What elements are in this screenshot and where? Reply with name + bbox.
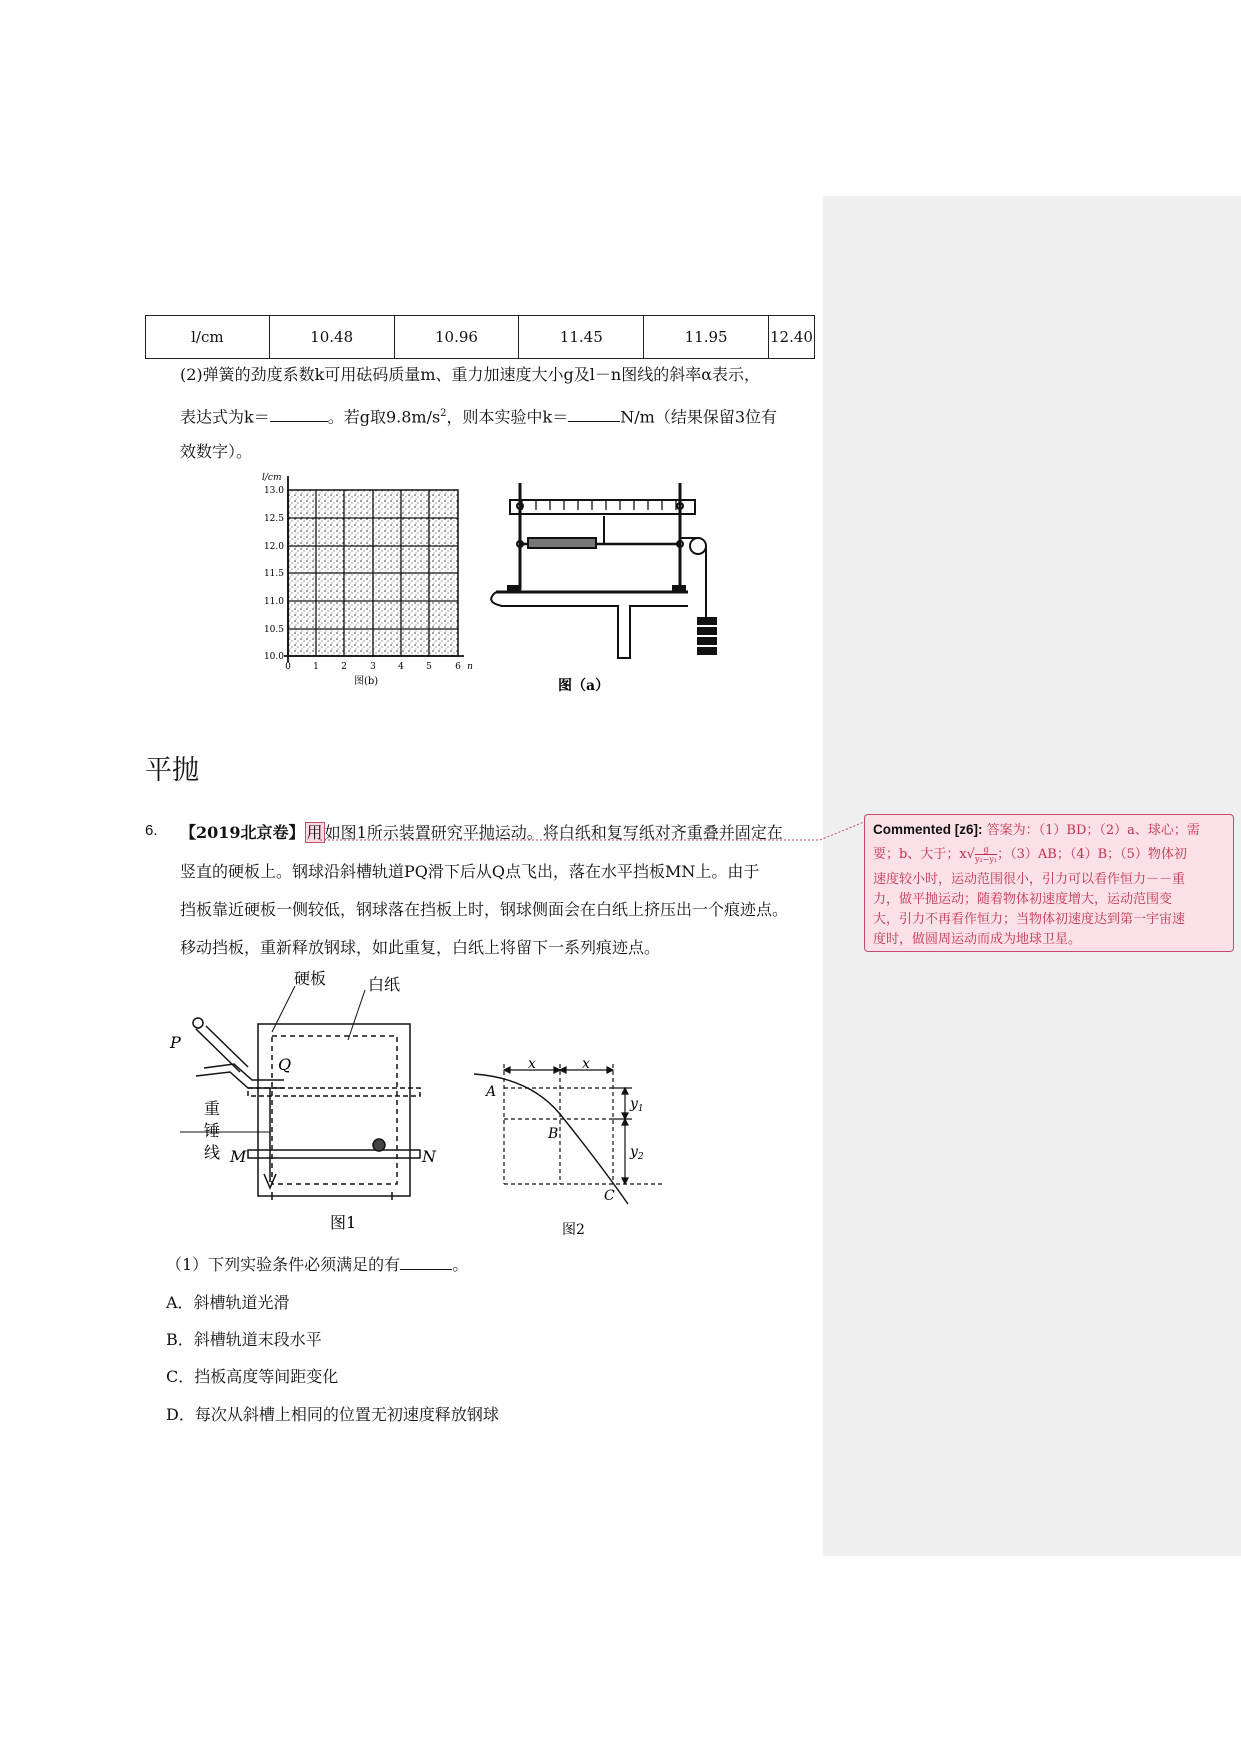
label-q: Q (278, 1055, 292, 1074)
label-y2: $y_2$ (630, 1144, 644, 1162)
comment-line: 度时，做圆周运动而成为地球卫星。 (873, 932, 1082, 947)
q6-text: 如图1所示装置研究平抛运动。将白纸和复写纸对齐重叠并固定在 (324, 823, 783, 842)
q5-superscript: 2 (440, 408, 447, 419)
comment-line: Commented [z6]: 答案为：（1）BD；（2）a、球心；需 (873, 822, 1200, 838)
label-y1: $y_1$ (630, 1096, 644, 1114)
q6-line3: 挡板靠近硬板一侧较低，钢球落在挡板上时，钢球侧面会在白纸上挤压出一个痕迹点。 (180, 900, 789, 919)
table-cell: 10.48 (269, 316, 394, 359)
comment-line: 速度较小时，运动范围很小，引力可以看作恒力－－重 (873, 872, 1186, 887)
label-plumb: 重 (204, 1099, 221, 1118)
ytick: 12.0 (263, 542, 284, 552)
point-a: A (486, 1084, 497, 1100)
table-cell: 11.45 (519, 316, 644, 359)
ytick: 11.5 (263, 569, 284, 579)
table-cell: l/cm (146, 316, 270, 359)
ylabel: l/cm (262, 473, 282, 483)
table-cell: 10.96 (394, 316, 519, 359)
option-d: D．每次从斜槽上相同的位置无初速度释放钢球 (166, 1405, 499, 1424)
label-plumb: 线 (204, 1143, 221, 1162)
section-heading: 平抛 (145, 755, 199, 786)
point-b: B (548, 1126, 559, 1142)
xtick: 4 (398, 662, 404, 672)
comment-line: 要；b、大于；x√ $\frac{g}{\text{y₂−y₁}}$ ；（3）AB；（4）B；（5）物体初 (873, 845, 1187, 864)
table-cell: 12.40 (769, 316, 815, 359)
xtick: 2 (341, 662, 347, 672)
question-source: 【2019北京卷】 (180, 823, 305, 842)
xunit: n (467, 662, 473, 672)
comment-fraction: $\frac{g}{\text{y₂−y₁}}$ (974, 845, 998, 864)
xtick: 3 (370, 662, 376, 672)
figure-1-caption: 图1 (330, 1213, 357, 1232)
label-paper: 白纸 (368, 975, 401, 994)
table-cell: 11.95 (644, 316, 769, 359)
xtick: 6 (455, 662, 461, 672)
q6-sub1-text: （1）下列实验条件必须满足的有 (166, 1255, 401, 1274)
comment-line: 大，引力不再看作恒力；当物体初速度达到第一宇宙速 (873, 912, 1186, 927)
comment-anchor-highlight[interactable]: 用 (306, 823, 323, 842)
option-b: B．斜槽轨道末段水平 (166, 1330, 322, 1349)
label-x: x (528, 1056, 536, 1072)
answer-blank[interactable] (400, 1255, 452, 1270)
option-a: A．斜槽轨道光滑 (166, 1293, 290, 1312)
figure-b-caption: 图(b) (354, 676, 379, 687)
label-board: 硬板 (294, 969, 327, 988)
label-plumb: 锤 (204, 1121, 221, 1140)
ytick: 11.0 (263, 597, 284, 607)
q6-sub1-end: 。 (452, 1255, 469, 1274)
option-c: C．挡板高度等间距变化 (166, 1367, 339, 1386)
ytick: 10.5 (263, 625, 284, 635)
q6-line4: 移动挡板，重新释放钢球，如此重复，白纸上将留下一系列痕迹点。 (180, 938, 661, 957)
figure-2-caption: 图2 (562, 1222, 585, 1238)
q5-line1: (2)弹簧的劲度系数k可用砝码质量m、重力加速度大小g及l－n图线的斜率α表示， (180, 365, 761, 384)
question-number: 6. (145, 822, 158, 839)
comment-line: 力，做平抛运动；随着物体初速度增大，运动范围变 (873, 892, 1173, 907)
point-c: C (604, 1188, 615, 1204)
label-p: P (170, 1033, 181, 1052)
q5-text: 表达式为k＝ (180, 407, 270, 427)
label-n: N (422, 1147, 436, 1166)
label-x: x (582, 1056, 590, 1072)
q5-text: ，则本实验中k＝ (446, 407, 569, 427)
xtick: 5 (426, 662, 432, 672)
q5-text: N/m（结果保留3位有 (620, 407, 777, 427)
figure-a-caption: 图（a） (558, 678, 610, 694)
xtick: 0 (285, 662, 291, 672)
q6-sub1 (166, 1252, 468, 1275)
comment-balloon[interactable] (864, 814, 1234, 952)
ytick: 10.0 (263, 652, 284, 662)
q5-text: 。若g取9.8m/s (327, 407, 441, 427)
comment-label: Commented [z6]: (873, 822, 983, 837)
figure-2-trajectory (470, 1054, 680, 1244)
ytick: 12.5 (263, 514, 284, 524)
label-m: M (230, 1147, 247, 1166)
q6-line2: 竖直的硬板上。钢球沿斜槽轨道PQ滑下后从Q点飞出，落在水平挡板MN上。由于 (180, 862, 760, 881)
ytick: 13.0 (263, 486, 284, 496)
xtick: 1 (313, 662, 319, 672)
figure-1-apparatus (160, 964, 460, 1244)
q5-line3: 效数字）。 (180, 442, 253, 461)
